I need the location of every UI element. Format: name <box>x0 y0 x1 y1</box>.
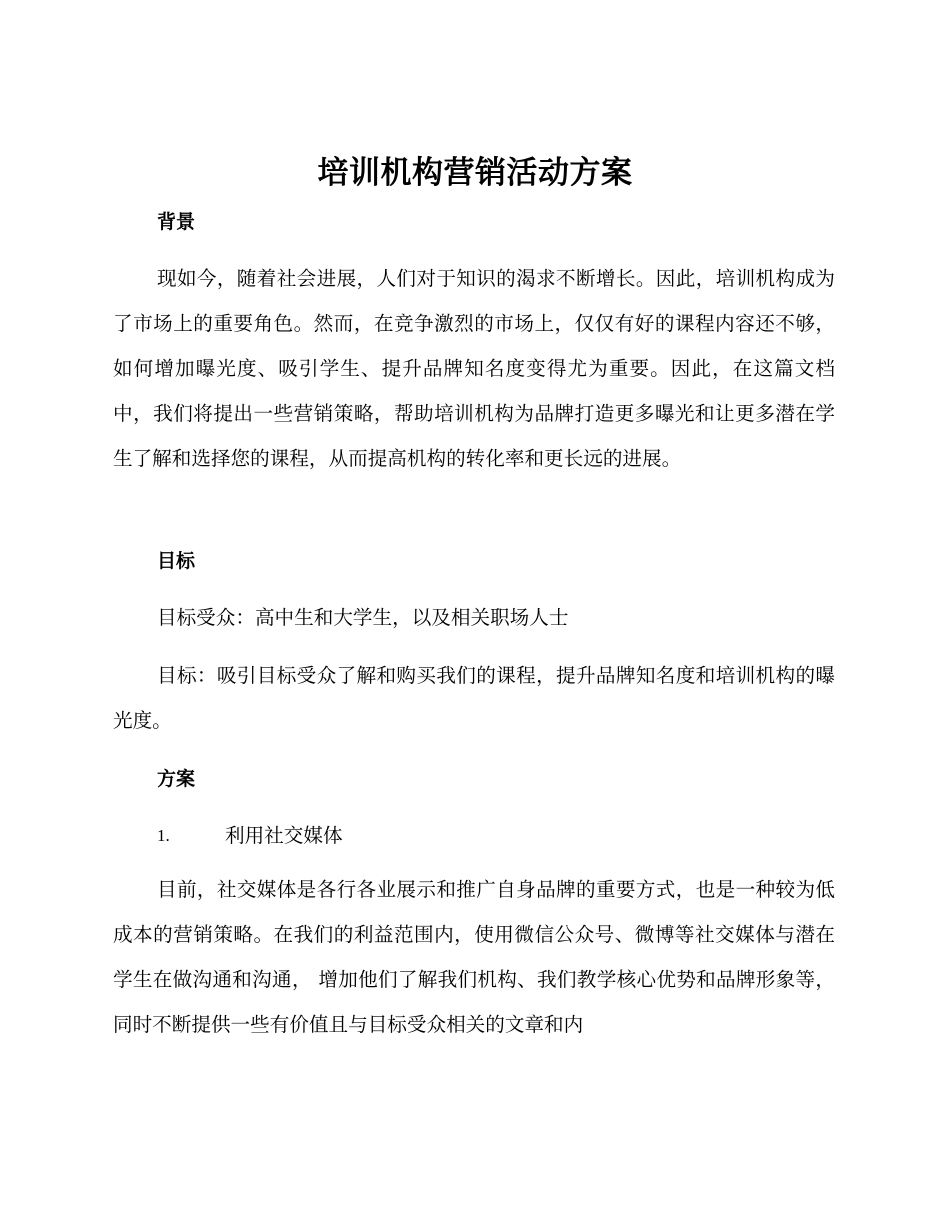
document-title: 培训机构营销活动方案 <box>317 155 633 191</box>
section-heading-background: 背景 <box>157 211 196 233</box>
target-audience-line: 目标受众：高中生和大学生，以及相关职场人士 <box>157 606 569 629</box>
goal-paragraph: 目标：吸引目标受众了解和购买我们的课程，提升品牌知名度和培训机构的曝光度。 <box>113 664 835 732</box>
section-heading-plan: 方案 <box>157 768 196 790</box>
background-paragraph: 现如今，随着社会进展，人们对于知识的渴求不断增长。因此，培训机构成为了市场上的重要角色。然而，在竞争激烈的市场上，仅仅有好的课程内容还不够，如何增加曝光度、吸引学生、提升品牌知名度变得尤为重要。因此，在这篇文档中，我们将提出一些营销策略，帮助培训机构为品牌打造更多曝光和让更多潜在学生了解和选择您的课程，从而提高机构的转化率和更长远的进展。 <box>113 267 835 470</box>
list-item-title: 利用社交媒体 <box>225 824 343 847</box>
social-media-paragraph: 目前，社交媒体是各行各业展示和推广自身品牌的重要方式，也是一种较为低成本的营销策略。在我们的利益范围内，使用微信公众号、微博等社交媒体与潜在学生在做沟通和沟通， 增加他们了解我们机构、我们教学核心优势和品牌形象等，同时不断提供一些有价值且与目标受众相关的文章和内 <box>113 878 835 1036</box>
list-item-number: 1. <box>157 826 170 845</box>
section-heading-goals: 目标 <box>157 550 196 572</box>
